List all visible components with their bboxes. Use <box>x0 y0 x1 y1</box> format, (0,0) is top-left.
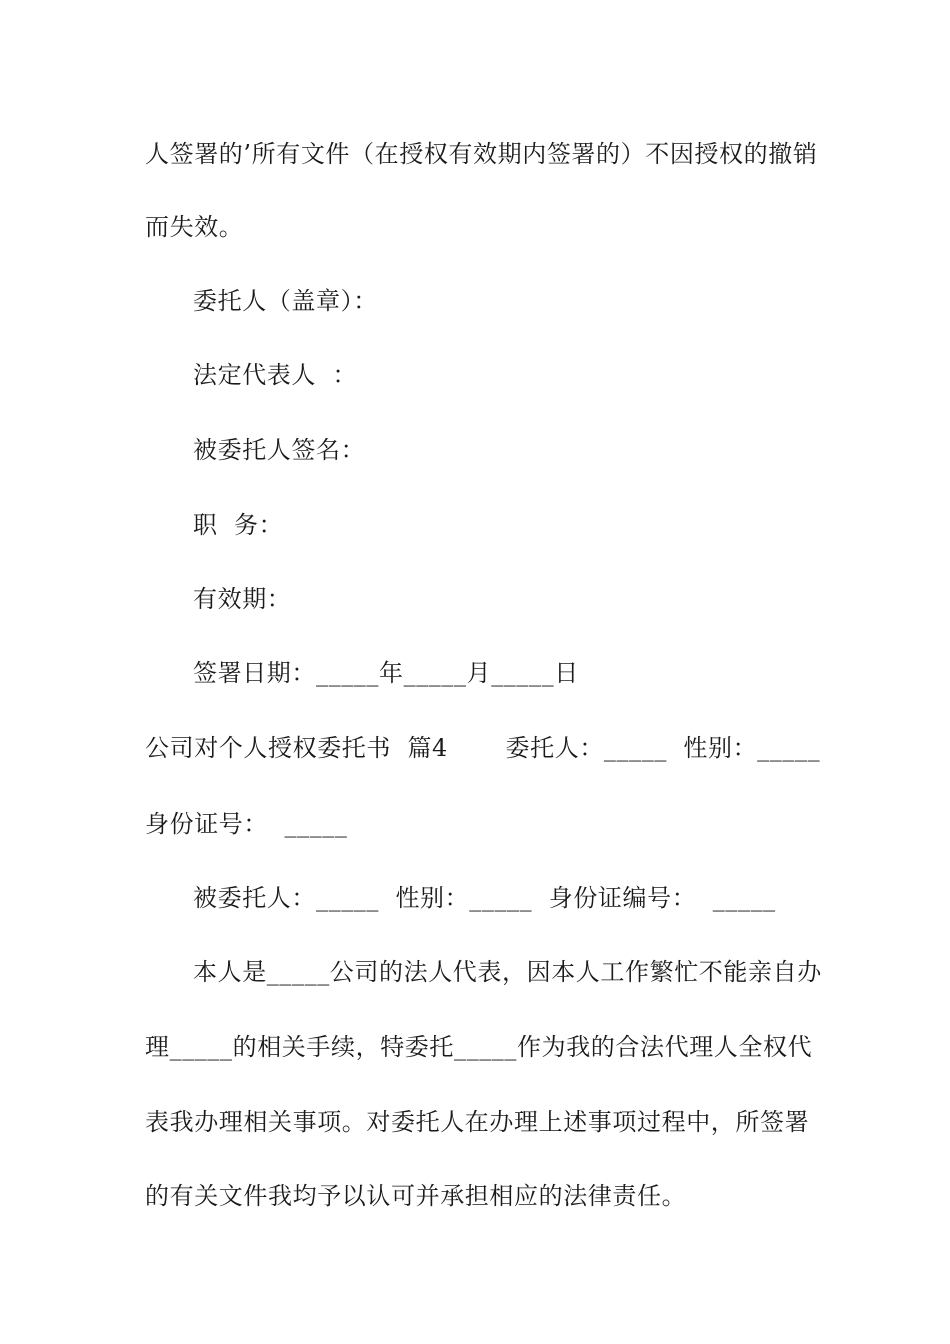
legal-representative-field: 法定代表人 ： <box>193 361 358 389</box>
position-field: 职 务： <box>193 511 284 539</box>
agent-info-line: 被委托人：_____ 性别：_____ 身份证编号： _____ <box>193 884 776 912</box>
validity-field: 有效期： <box>193 585 292 613</box>
body-paragraph-line: 的有关文件我均予以认可并承担相应的法律责任。 <box>145 1182 687 1210</box>
body-paragraph-line: 本人是_____公司的法人代表，因本人工作繁忙不能亲自办 <box>193 958 822 986</box>
agent-signature-field: 被委托人签名： <box>193 436 366 464</box>
paragraph-continuation-line: 人签署的’所有文件（在授权有效期内签署的）不因授权的撤销 <box>145 140 818 168</box>
body-paragraph-line: 理_____的相关手续，特委托_____作为我的合法代理人全权代 <box>145 1033 813 1061</box>
section-heading-line: 公司对个人授权委托书 篇4 委托人：_____ 性别：_____ <box>145 734 821 762</box>
body-paragraph-line: 表我办理相关事项。对委托人在办理上述事项过程中，所签署 <box>145 1108 810 1136</box>
signing-date-field: 签署日期：_____年_____月_____日 <box>193 659 579 687</box>
id-number-field: 身份证号： _____ <box>145 810 348 838</box>
principal-seal-field: 委托人（盖章）： <box>193 287 378 315</box>
paragraph-continuation-line: 而失效。 <box>145 213 244 241</box>
